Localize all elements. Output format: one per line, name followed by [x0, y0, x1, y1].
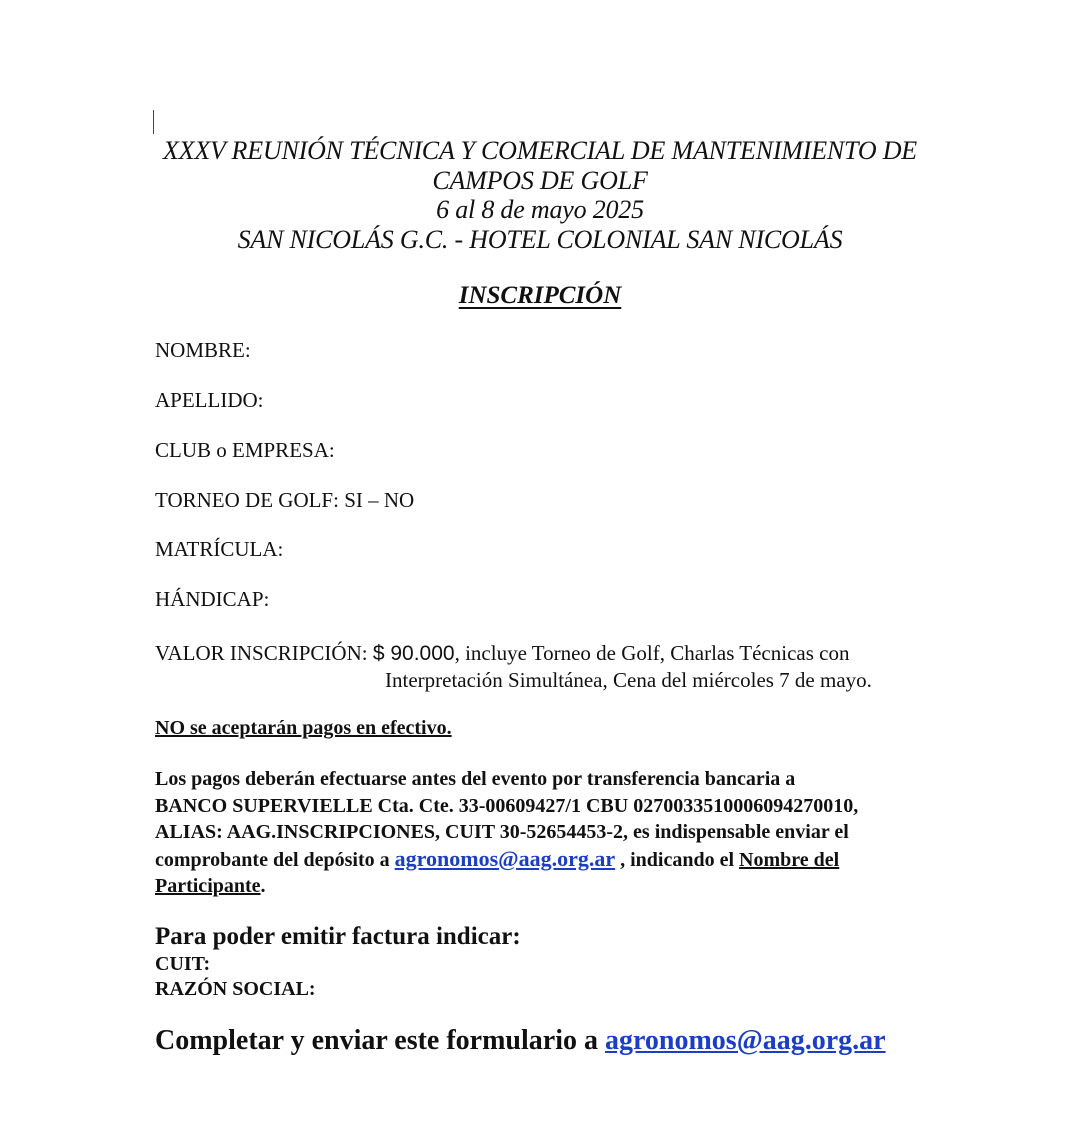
no-cash-notice: NO se aceptarán pagos en efectivo. — [155, 717, 452, 739]
header-line-3: 6 al 8 de mayo 2025 — [436, 195, 644, 224]
event-header — [100, 136, 980, 254]
field-torneo: TORNEO DE GOLF: SI – NO — [155, 488, 415, 512]
pagos-line-5-post: . — [260, 875, 266, 897]
completar-text: Completar y enviar este formulario a — [155, 1025, 605, 1056]
field-apellido: APELLIDO: — [155, 388, 264, 412]
field-nombre: NOMBRE: — [155, 338, 251, 362]
valor-rest: , incluye Torneo de Golf, Charlas Técnicas con — [454, 641, 850, 665]
pagos-line-5 — [155, 873, 858, 900]
text-cursor — [153, 110, 154, 134]
header-line-2: CAMPOS DE GOLF — [432, 165, 648, 195]
field-club: CLUB o EMPRESA: — [155, 438, 335, 462]
valor-inscripcion — [155, 640, 872, 694]
pagos-line-4-pre: comprobante del depósito a — [155, 848, 395, 871]
valor-line-1 — [155, 640, 872, 667]
participant-name-underlined: Nombre del — [739, 848, 840, 871]
pagos-line-1: Los pagos deberán efectuarse antes del evento por transferencia bancaria a — [155, 768, 796, 790]
valor-label: VALOR INSCRIPCIÓN: — [155, 641, 373, 665]
email-link[interactable]: agronomos@aag.org.ar — [394, 845, 616, 871]
pagos-line-4-mid: , indicando el — [615, 848, 740, 871]
participant-underlined: Participante — [155, 875, 261, 897]
factura-cuit: CUIT: — [155, 953, 211, 975]
payment-instructions — [155, 766, 858, 900]
valor-line-2: Interpretación Simultánea, Cena del miércoles 7 de mayo. — [385, 668, 872, 692]
factura-razon-social: RAZÓN SOCIAL: — [155, 978, 316, 1000]
factura-heading: Para poder emitir factura indicar: — [155, 923, 521, 950]
field-matricula: MATRÍCULA: — [155, 537, 284, 561]
page-title: INSCRIPCIÓN — [458, 282, 622, 309]
factura-section — [155, 922, 521, 1002]
pagos-line-3: ALIAS: AAG.INSCRIPCIONES, CUIT 30-52654453-2, es indispensable enviar el — [155, 821, 849, 843]
pagos-line-4 — [155, 846, 858, 874]
completar-instruction — [155, 1025, 886, 1057]
valor-amount: $ 90.000 — [372, 642, 455, 665]
field-handicap: HÁNDICAP: — [155, 587, 270, 611]
header-line-4: SAN NICOLÁS G.C. - HOTEL COLONIAL SAN NICOLÁS — [237, 224, 843, 254]
completar-email-link[interactable]: agronomos@aag.org.ar — [604, 1025, 886, 1056]
header-line-1: XXXV REUNIÓN TÉCNICA Y COMERCIAL DE MANTENIMIENTO DE — [163, 136, 917, 165]
pagos-line-2: BANCO SUPERVIELLE Cta. Cte. 33-00609427/1 CBU 0270033510006094270010, — [155, 794, 859, 817]
